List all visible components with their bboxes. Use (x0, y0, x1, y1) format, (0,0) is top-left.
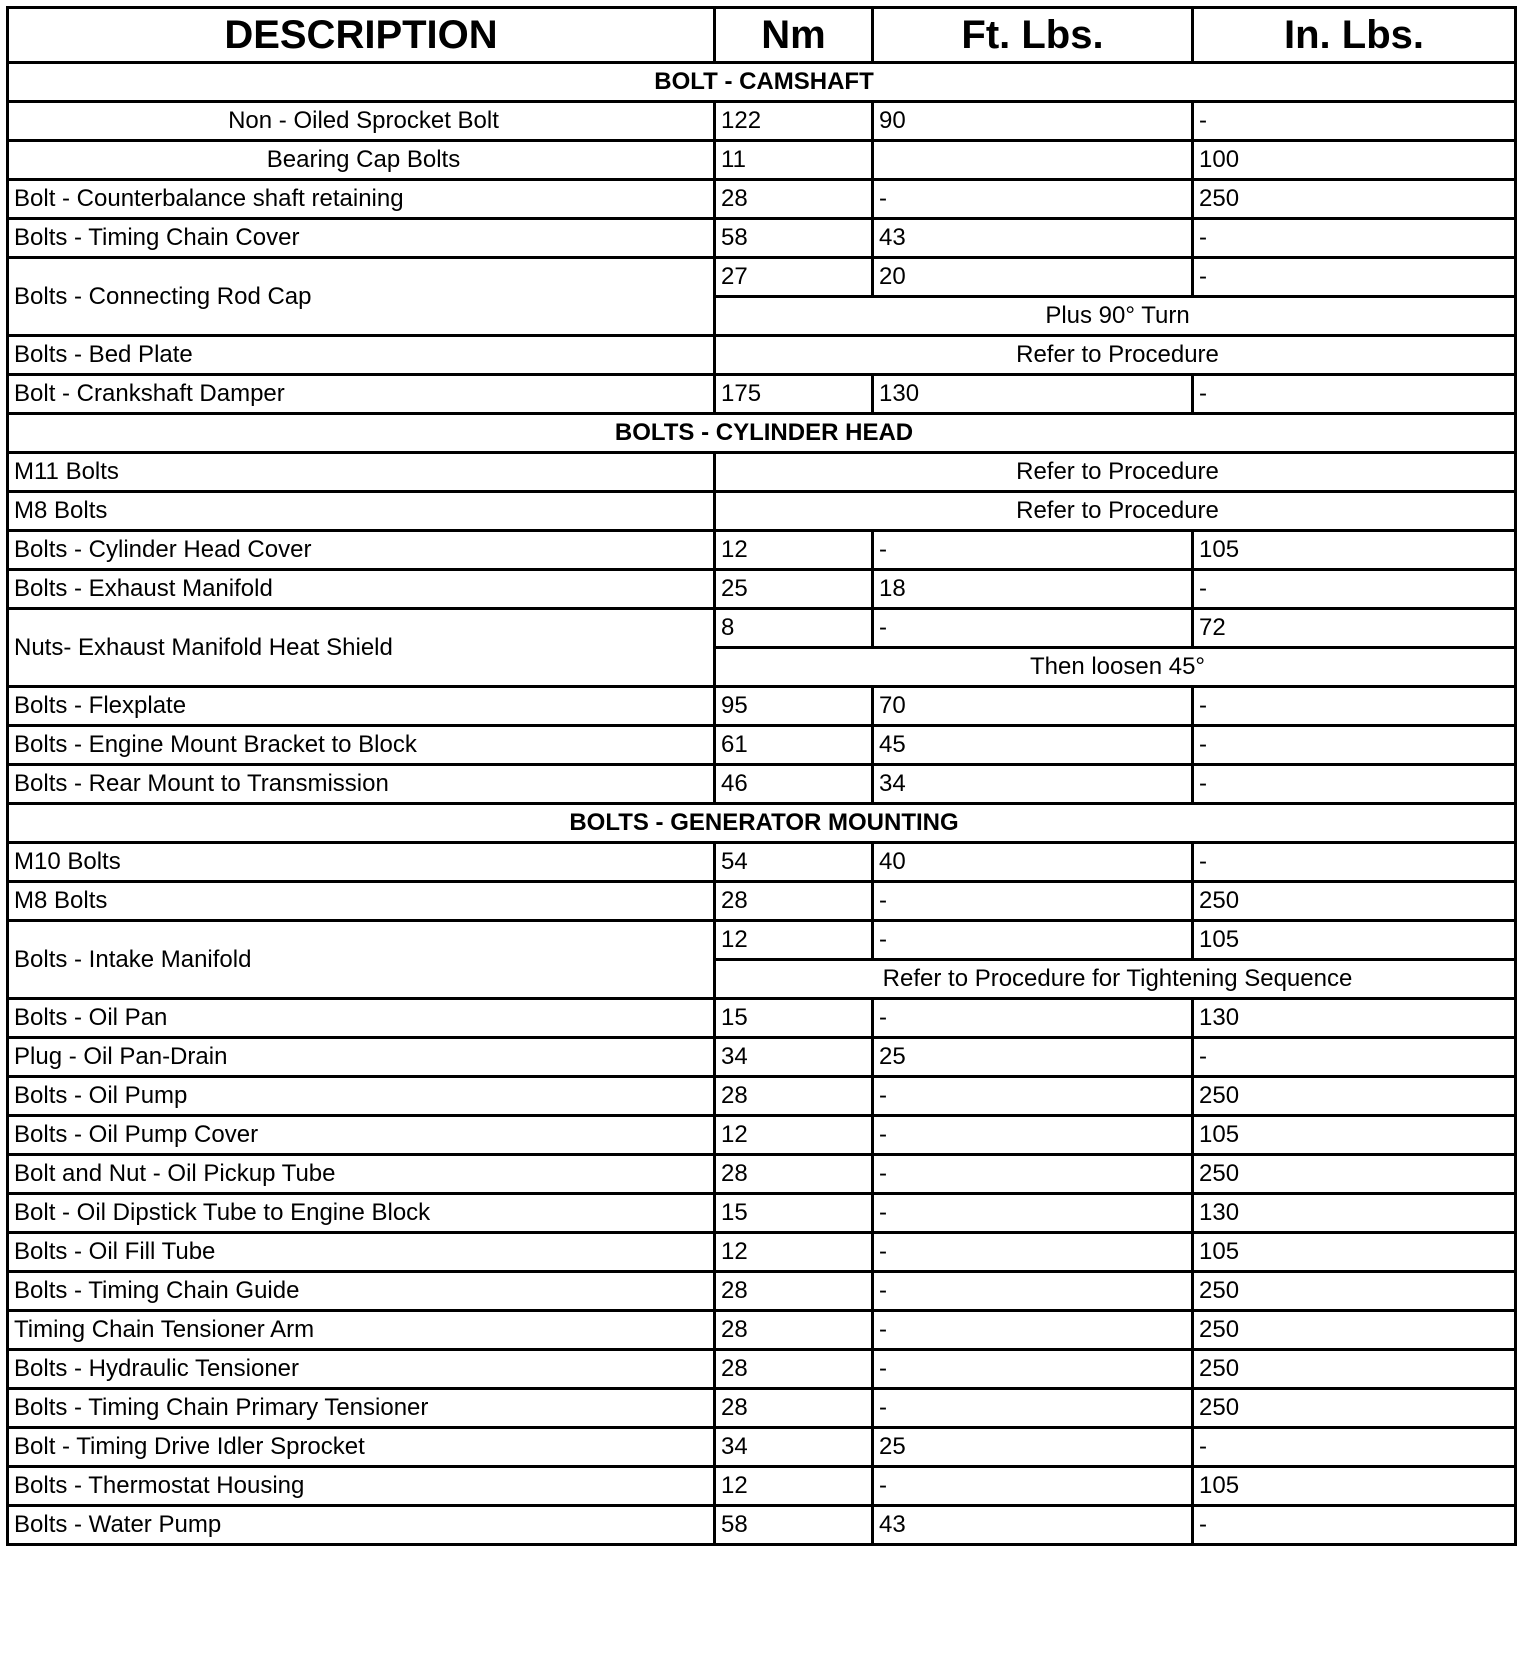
nm-cell: 15 (715, 999, 873, 1038)
in-lbs-cell: - (1193, 258, 1516, 297)
ft-lbs-cell: - (873, 999, 1193, 1038)
description-cell: Bolts - Timing Chain Cover (8, 219, 715, 258)
in-lbs-cell: 72 (1193, 609, 1516, 648)
section-row (8, 804, 1516, 843)
ft-lbs-cell: 45 (873, 726, 1193, 765)
table-row (8, 219, 1516, 258)
in-lbs-cell: 250 (1193, 1389, 1516, 1428)
table-row (8, 492, 1516, 531)
table-row (8, 453, 1516, 492)
table-row (8, 141, 1516, 180)
nm-cell: 28 (715, 1077, 873, 1116)
table-row (8, 921, 1516, 960)
ft-lbs-cell: - (873, 531, 1193, 570)
table-row (8, 336, 1516, 375)
description-cell: M8 Bolts (8, 882, 715, 921)
description-cell: Bolts - Oil Pump (8, 1077, 715, 1116)
description-cell: M10 Bolts (8, 843, 715, 882)
nm-cell: 122 (715, 102, 873, 141)
header-ft-lbs: Ft. Lbs. (873, 8, 1193, 63)
description-cell: Plug - Oil Pan-Drain (8, 1038, 715, 1077)
nm-cell: 54 (715, 843, 873, 882)
description-cell: Bolt - Counterbalance shaft retaining (8, 180, 715, 219)
nm-cell: 28 (715, 1311, 873, 1350)
table-row (8, 102, 1516, 141)
in-lbs-cell: - (1193, 765, 1516, 804)
in-lbs-cell: 250 (1193, 1272, 1516, 1311)
table-row (8, 1467, 1516, 1506)
ft-lbs-cell: - (873, 1389, 1193, 1428)
in-lbs-cell: 250 (1193, 1311, 1516, 1350)
description-cell: Bolts - Thermostat Housing (8, 1467, 715, 1506)
table-row (8, 570, 1516, 609)
description-cell: Bolts - Water Pump (8, 1506, 715, 1545)
ft-lbs-cell: - (873, 1467, 1193, 1506)
table-row (8, 1038, 1516, 1077)
ft-lbs-cell: - (873, 1194, 1193, 1233)
ft-lbs-cell: 43 (873, 219, 1193, 258)
description-cell: Bolts - Oil Pan (8, 999, 715, 1038)
table-row (8, 843, 1516, 882)
ft-lbs-cell: - (873, 1116, 1193, 1155)
ft-lbs-cell: - (873, 609, 1193, 648)
ft-lbs-cell: 40 (873, 843, 1193, 882)
in-lbs-cell: 250 (1193, 1077, 1516, 1116)
ft-lbs-cell: - (873, 1077, 1193, 1116)
table-row (8, 375, 1516, 414)
in-lbs-cell: - (1193, 570, 1516, 609)
header-description: DESCRIPTION (8, 8, 715, 63)
table-row (8, 882, 1516, 921)
description-cell: Nuts- Exhaust Manifold Heat Shield (8, 609, 715, 687)
nm-cell: 8 (715, 609, 873, 648)
table-row (8, 765, 1516, 804)
table-row (8, 1428, 1516, 1467)
description-cell: Bearing Cap Bolts (8, 141, 715, 180)
in-lbs-cell: 250 (1193, 882, 1516, 921)
nm-cell: 34 (715, 1428, 873, 1467)
in-lbs-cell: - (1193, 1506, 1516, 1545)
nm-cell: 95 (715, 687, 873, 726)
note-cell: Refer to Procedure for Tightening Sequence (715, 960, 1516, 999)
nm-cell: 12 (715, 1467, 873, 1506)
table-row (8, 1506, 1516, 1545)
description-cell: Bolts - Timing Chain Primary Tensioner (8, 1389, 715, 1428)
header-row (8, 8, 1516, 63)
description-cell: Bolts - Flexplate (8, 687, 715, 726)
description-cell: Bolts - Oil Pump Cover (8, 1116, 715, 1155)
in-lbs-cell: - (1193, 843, 1516, 882)
nm-cell: 28 (715, 1389, 873, 1428)
nm-cell: 11 (715, 141, 873, 180)
in-lbs-cell: - (1193, 102, 1516, 141)
ft-lbs-cell: 25 (873, 1428, 1193, 1467)
description-cell: Bolt - Timing Drive Idler Sprocket (8, 1428, 715, 1467)
procedure-cell: Refer to Procedure (715, 453, 1516, 492)
in-lbs-cell: 130 (1193, 999, 1516, 1038)
description-cell: Bolts - Exhaust Manifold (8, 570, 715, 609)
table-row (8, 531, 1516, 570)
nm-cell: 46 (715, 765, 873, 804)
nm-cell: 58 (715, 1506, 873, 1545)
nm-cell: 12 (715, 531, 873, 570)
in-lbs-cell: 100 (1193, 141, 1516, 180)
description-cell: M8 Bolts (8, 492, 715, 531)
description-cell: Bolts - Rear Mount to Transmission (8, 765, 715, 804)
ft-lbs-cell: 20 (873, 258, 1193, 297)
in-lbs-cell: - (1193, 375, 1516, 414)
ft-lbs-cell: 34 (873, 765, 1193, 804)
nm-cell: 12 (715, 1116, 873, 1155)
ft-lbs-cell: 130 (873, 375, 1193, 414)
nm-cell: 27 (715, 258, 873, 297)
in-lbs-cell: - (1193, 219, 1516, 258)
description-cell: Bolts - Oil Fill Tube (8, 1233, 715, 1272)
description-cell: Bolts - Hydraulic Tensioner (8, 1350, 715, 1389)
note-cell: Then loosen 45° (715, 648, 1516, 687)
ft-lbs-cell: - (873, 1155, 1193, 1194)
procedure-cell: Refer to Procedure (715, 336, 1516, 375)
in-lbs-cell: 250 (1193, 1155, 1516, 1194)
procedure-cell: Refer to Procedure (715, 492, 1516, 531)
nm-cell: 15 (715, 1194, 873, 1233)
section-title: BOLTS - GENERATOR MOUNTING (8, 804, 1516, 843)
ft-lbs-cell (873, 141, 1193, 180)
table-row (8, 1155, 1516, 1194)
ft-lbs-cell: - (873, 1272, 1193, 1311)
ft-lbs-cell: - (873, 1350, 1193, 1389)
ft-lbs-cell: 90 (873, 102, 1193, 141)
table-row (8, 1194, 1516, 1233)
in-lbs-cell: 105 (1193, 1467, 1516, 1506)
header-in-lbs: In. Lbs. (1193, 8, 1516, 63)
table-row (8, 1389, 1516, 1428)
ft-lbs-cell: - (873, 1233, 1193, 1272)
nm-cell: 28 (715, 1272, 873, 1311)
table-row (8, 609, 1516, 648)
table-row (8, 1311, 1516, 1350)
nm-cell: 12 (715, 1233, 873, 1272)
in-lbs-cell: 250 (1193, 1350, 1516, 1389)
ft-lbs-cell: 70 (873, 687, 1193, 726)
table-row (8, 1116, 1516, 1155)
torque-spec-table (6, 6, 1517, 1546)
ft-lbs-cell: 18 (873, 570, 1193, 609)
nm-cell: 28 (715, 180, 873, 219)
table-row (8, 258, 1516, 297)
table-row (8, 726, 1516, 765)
table-body (8, 63, 1516, 1545)
nm-cell: 28 (715, 882, 873, 921)
description-cell: Bolt - Oil Dipstick Tube to Engine Block (8, 1194, 715, 1233)
description-cell: Bolts - Bed Plate (8, 336, 715, 375)
in-lbs-cell: 105 (1193, 921, 1516, 960)
section-title: BOLTS - CYLINDER HEAD (8, 414, 1516, 453)
in-lbs-cell: - (1193, 726, 1516, 765)
in-lbs-cell: 105 (1193, 1233, 1516, 1272)
table-row (8, 999, 1516, 1038)
table-row (8, 1272, 1516, 1311)
nm-cell: 175 (715, 375, 873, 414)
table-row (8, 1350, 1516, 1389)
nm-cell: 28 (715, 1155, 873, 1194)
ft-lbs-cell: - (873, 180, 1193, 219)
ft-lbs-cell: 43 (873, 1506, 1193, 1545)
in-lbs-cell: 130 (1193, 1194, 1516, 1233)
in-lbs-cell: - (1193, 687, 1516, 726)
in-lbs-cell: - (1193, 1428, 1516, 1467)
in-lbs-cell: 105 (1193, 531, 1516, 570)
note-cell: Plus 90° Turn (715, 297, 1516, 336)
description-cell: Non - Oiled Sprocket Bolt (8, 102, 715, 141)
description-cell: Bolt - Crankshaft Damper (8, 375, 715, 414)
description-cell: Timing Chain Tensioner Arm (8, 1311, 715, 1350)
table-row (8, 180, 1516, 219)
nm-cell: 12 (715, 921, 873, 960)
section-title: BOLT - CAMSHAFT (8, 63, 1516, 102)
ft-lbs-cell: - (873, 921, 1193, 960)
header-nm: Nm (715, 8, 873, 63)
description-cell: Bolts - Engine Mount Bracket to Block (8, 726, 715, 765)
description-cell: Bolts - Intake Manifold (8, 921, 715, 999)
description-cell: M11 Bolts (8, 453, 715, 492)
nm-cell: 25 (715, 570, 873, 609)
in-lbs-cell: 105 (1193, 1116, 1516, 1155)
description-cell: Bolt and Nut - Oil Pickup Tube (8, 1155, 715, 1194)
section-row (8, 63, 1516, 102)
nm-cell: 61 (715, 726, 873, 765)
nm-cell: 28 (715, 1350, 873, 1389)
description-cell: Bolts - Cylinder Head Cover (8, 531, 715, 570)
table-row (8, 1077, 1516, 1116)
table-row (8, 1233, 1516, 1272)
description-cell: Bolts - Timing Chain Guide (8, 1272, 715, 1311)
nm-cell: 34 (715, 1038, 873, 1077)
section-row (8, 414, 1516, 453)
ft-lbs-cell: 25 (873, 1038, 1193, 1077)
in-lbs-cell: 250 (1193, 180, 1516, 219)
ft-lbs-cell: - (873, 882, 1193, 921)
nm-cell: 58 (715, 219, 873, 258)
description-cell: Bolts - Connecting Rod Cap (8, 258, 715, 336)
in-lbs-cell: - (1193, 1038, 1516, 1077)
ft-lbs-cell: - (873, 1311, 1193, 1350)
table-row (8, 687, 1516, 726)
